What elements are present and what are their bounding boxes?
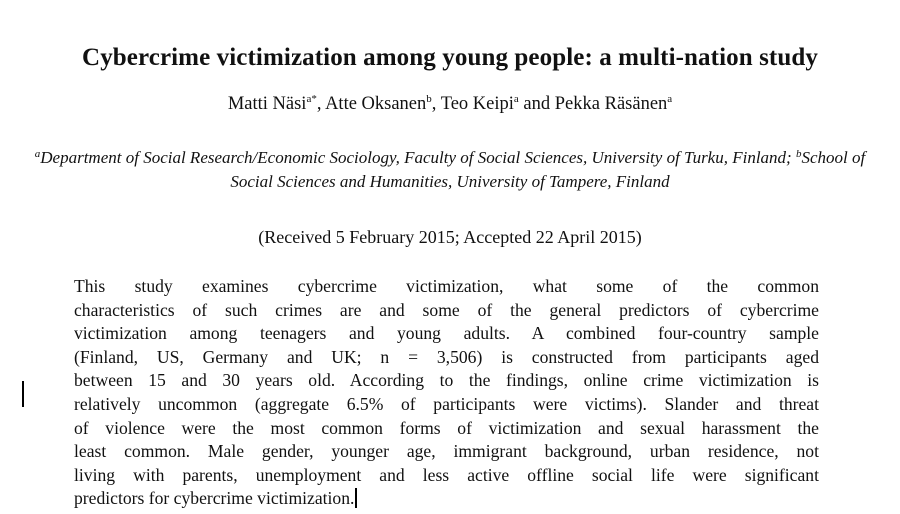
author-affiliation-marker: a xyxy=(667,93,673,105)
author-name: Matti Näsi xyxy=(227,94,307,114)
affiliation-marker-b: b xyxy=(795,148,802,160)
author-separator: , xyxy=(431,94,441,114)
author-name: Teo Keipi xyxy=(440,94,514,114)
abstract-line-text: predictors for cybercrime victimization. xyxy=(74,488,355,509)
abstract-line: victimization among teenagers and young adults. A combined four-country sample xyxy=(74,323,819,344)
text-caret-end xyxy=(355,488,357,508)
abstract-line: between 15 and 30 years old. According to the findings, online crime victimization is xyxy=(74,370,819,391)
affiliation-a: Department of Social Research/Economic Sociology, Faculty of Social Sciences, University of Turku, Finland; xyxy=(40,148,792,167)
paper-title: Cybercrime victimization among young people: a multi-nation study xyxy=(82,44,818,71)
author-affiliation-marker: a xyxy=(513,93,519,105)
text-caret-margin xyxy=(22,381,24,407)
author-affiliation-marker: a* xyxy=(306,93,317,105)
abstract-line: This study examines cybercrime victimization, what some of the common xyxy=(74,276,819,296)
abstract-line-last xyxy=(74,487,819,511)
affiliation-b: School of Social Sciences and Humanities, University of Tampere, Finland xyxy=(230,148,866,191)
abstract-line: of violence were the most common forms of victimization and sexual harassment the xyxy=(74,417,819,438)
received-accepted-dates: (Received 5 February 2015; Accepted 22 April 2015) xyxy=(258,227,642,247)
abstract-line: characteristics of such crimes are and some of the general predictors of cybercrime xyxy=(74,299,819,320)
affiliation-marker-a: a xyxy=(34,148,41,160)
affiliations xyxy=(20,146,880,194)
abstract[interactable] xyxy=(74,275,819,511)
abstract-line: (Finland, US, Germany and UK; n = 3,506) is constructed from participants aged xyxy=(74,346,819,367)
author-separator: and xyxy=(518,94,555,114)
abstract-line: least common. Male gender, younger age, immigrant background, urban residence, not xyxy=(74,441,819,462)
abstract-line: relatively uncommon (aggregate 6.5% of participants were victims). Slander and threat xyxy=(74,393,819,414)
author-name: Atte Oksanen xyxy=(325,94,427,114)
author-separator: , xyxy=(316,94,326,114)
author-affiliation-marker: b xyxy=(426,93,432,105)
abstract-line: living with parents, unemployment and less active offline social life were significant xyxy=(74,464,819,485)
author-name: Pekka Räsänen xyxy=(554,94,668,114)
author-list xyxy=(0,93,900,115)
